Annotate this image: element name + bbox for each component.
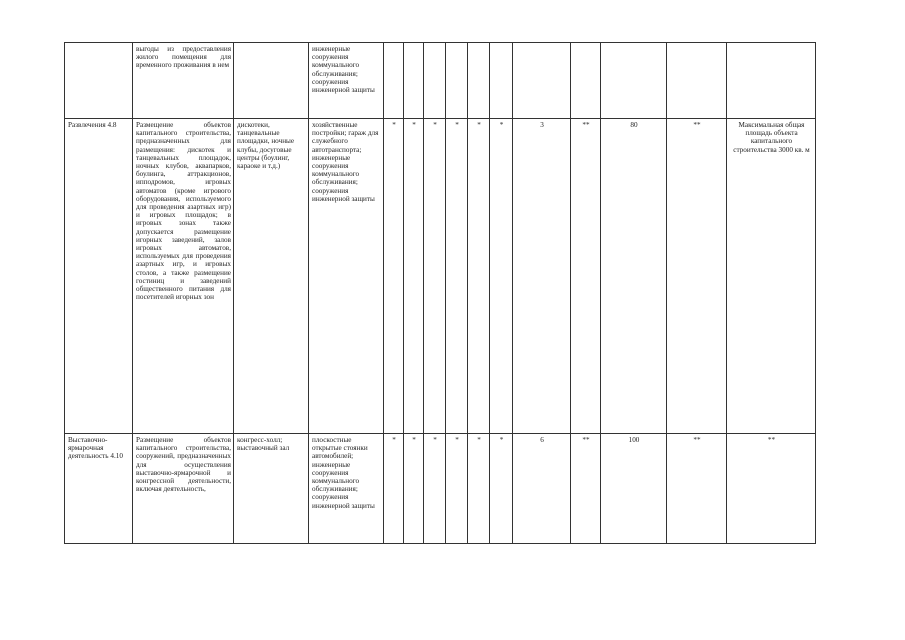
note-cell: Максимальная общая площадь объекта капитального строительства 3000 кв. м	[727, 119, 816, 434]
use-description-cell: Размещение объектов капитального строительства, предназначенных для размещения: дискотек и танцевальных площадок, ночных клубов, аквапарков, боулинга, аттракционов, ипподромов, игровых автоматов (кроме игрового оборудования, используемого для проведения азартных игр) и игровых площадок; в игровых зонах также допускается размещение игорных заведений, залов игровых автоматов, используемых для проведения азартных игр, и игровых столов, а также размещение гостиниц и заведений общественного питания для посетителей игорных зон	[133, 119, 234, 434]
use-name-cell: Развлечения 4.8	[65, 119, 133, 434]
param-cell: *	[424, 434, 446, 544]
use-name-cell	[65, 43, 133, 119]
param-cell: *	[404, 434, 424, 544]
coverage-cell: 80	[601, 119, 667, 434]
use-examples-cell: дискотеки, танцевальные площадки, ночные клубы, досуговые центры (боулинг, караоке и т.д.)	[234, 119, 309, 434]
floors-cell	[513, 43, 571, 119]
param-cell	[571, 43, 601, 119]
use-name-cell: Выставочно-ярмарочная деятельность 4.10	[65, 434, 133, 544]
param-cell	[424, 43, 446, 119]
param-cell	[446, 43, 468, 119]
coverage-cell	[601, 43, 667, 119]
floors-cell: 3	[513, 119, 571, 434]
param-cell: *	[468, 434, 490, 544]
param-cell: *	[424, 119, 446, 434]
param-cell	[667, 43, 727, 119]
param-cell: *	[384, 434, 404, 544]
permitted-use-table	[64, 42, 816, 544]
param-cell: *	[446, 434, 468, 544]
param-cell: *	[490, 119, 513, 434]
auxiliary-use-cell: плоскостные открытые стоянки автомобилей; инженерные сооружения коммунального обслуживания; сооружения инженерной защиты	[309, 434, 384, 544]
param-cell: **	[571, 119, 601, 434]
use-description-cell: Размещение объектов капитального строительства, сооружений, предназначенных для осуществления выставочно-ярмарочной и конгрессной деятельности, включая деятельность,	[133, 434, 234, 544]
param-cell: **	[667, 434, 727, 544]
auxiliary-use-cell: хозяйственные постройки; гараж для служебного автотранспорта; инженерные сооружения коммунального обслуживания; сооружения инженерной защиты	[309, 119, 384, 434]
use-examples-cell	[234, 43, 309, 119]
param-cell: *	[490, 434, 513, 544]
note-cell	[727, 43, 816, 119]
auxiliary-use-cell: инженерные сооружения коммунального обслуживания; сооружения инженерной защиты	[309, 43, 384, 119]
param-cell	[404, 43, 424, 119]
use-description-cell: выгоды из предоставления жилого помещения для временного проживания в нем	[133, 43, 234, 119]
note-cell: **	[727, 434, 816, 544]
coverage-cell: 100	[601, 434, 667, 544]
floors-cell: 6	[513, 434, 571, 544]
table-row	[65, 43, 816, 119]
use-examples-cell: конгресс-холл; выставочный зал	[234, 434, 309, 544]
param-cell: **	[571, 434, 601, 544]
param-cell	[384, 43, 404, 119]
table-row	[65, 119, 816, 434]
param-cell: *	[468, 119, 490, 434]
param-cell	[490, 43, 513, 119]
param-cell	[468, 43, 490, 119]
param-cell: *	[404, 119, 424, 434]
param-cell: *	[384, 119, 404, 434]
param-cell: **	[667, 119, 727, 434]
table-row	[65, 434, 816, 544]
param-cell: *	[446, 119, 468, 434]
